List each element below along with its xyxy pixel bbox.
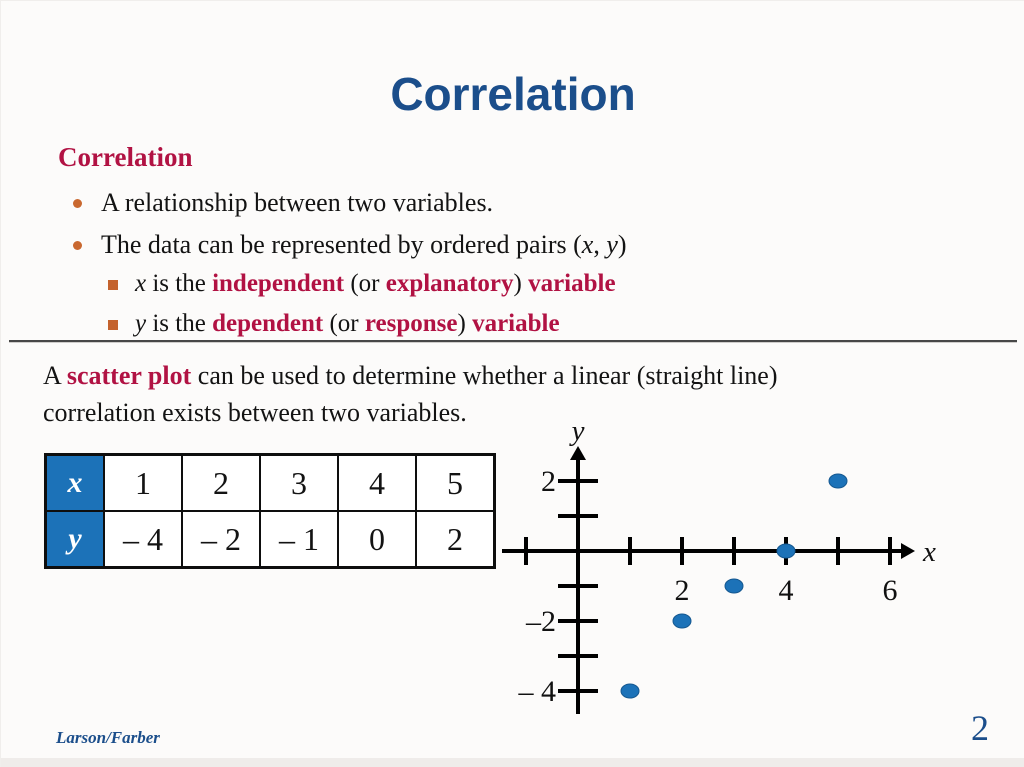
row-header-x: x — [46, 455, 105, 512]
cell: 4 — [338, 455, 416, 512]
paragraph-line — [43, 357, 778, 394]
data-point — [829, 474, 847, 488]
scatter-plot — [499, 424, 949, 724]
bullet-text: A relationship between two variables. — [101, 188, 494, 217]
cell: 5 — [416, 455, 495, 512]
paragraph-line: correlation exists between two variables. — [43, 398, 467, 427]
bullet-item — [73, 230, 627, 260]
data-point — [777, 544, 795, 558]
text-segment: ) — [617, 230, 627, 259]
data-point — [673, 614, 691, 628]
text-segment: A — [43, 361, 67, 390]
sub-bullet-item — [108, 310, 560, 338]
table-row-y — [46, 511, 495, 568]
cell: – 4 — [104, 511, 182, 568]
text-segment: can be used to determine whether a linear (straight line) — [191, 361, 778, 390]
italic-x: x — [135, 270, 147, 297]
horizontal-divider — [9, 340, 1017, 343]
cell: 1 — [104, 455, 182, 512]
section-heading: Correlation — [58, 142, 193, 172]
italic-y: y — [135, 310, 147, 337]
cell: 2 — [182, 455, 260, 512]
bullet-text — [101, 230, 627, 260]
italic-y: y — [606, 230, 618, 259]
row-header-y: y — [46, 511, 105, 568]
text-segment: is the — [146, 270, 213, 297]
xy-data-table — [44, 453, 496, 569]
cell: – 2 — [182, 511, 260, 568]
y-tick-label: – 4 — [518, 675, 556, 708]
cell: 0 — [338, 511, 416, 568]
term-dependent: dependent — [212, 310, 324, 337]
slide-title: Correlation — [390, 68, 636, 120]
term-scatter-plot: scatter plot — [66, 361, 192, 390]
term-response: response — [364, 310, 458, 337]
cell: 3 — [260, 455, 338, 512]
y-tick-label: –2 — [526, 605, 556, 638]
term-explanatory: explanatory — [385, 270, 514, 297]
bullet-item — [73, 188, 493, 218]
term-variable: variable — [528, 270, 616, 297]
term-variable: variable — [472, 310, 560, 337]
text-segment: (or — [344, 270, 386, 297]
scatter-paragraph — [43, 357, 778, 431]
data-point — [725, 579, 743, 593]
sub-bullet-text — [135, 310, 560, 338]
scatter-plot-svg — [499, 424, 949, 724]
data-point — [621, 684, 639, 698]
text-segment: (or — [323, 310, 365, 337]
x-tick-label: 2 — [674, 574, 690, 607]
y-tick-label: 2 — [541, 465, 556, 498]
table-row-x — [46, 455, 495, 512]
y-axis-arrow-icon — [570, 446, 586, 460]
x-axis-label: x — [923, 536, 936, 568]
text-segment: is the — [146, 310, 213, 337]
text-segment: ) — [513, 270, 529, 297]
text-segment: The data can be represented by ordered pairs ( — [101, 230, 582, 259]
x-tick-label: 4 — [778, 574, 794, 607]
square-bullet-icon — [108, 280, 118, 290]
y-axis-label: y — [571, 424, 585, 447]
round-bullet-icon — [73, 241, 82, 250]
term-independent: independent — [212, 270, 345, 297]
round-bullet-icon — [73, 199, 82, 208]
sub-bullet-text — [135, 270, 616, 298]
text-segment: , — [593, 230, 607, 259]
italic-x: x — [581, 230, 594, 259]
cell: – 1 — [260, 511, 338, 568]
x-tick-label: 6 — [882, 574, 898, 607]
text-segment: ) — [457, 310, 473, 337]
x-axis-arrow-icon — [901, 543, 915, 559]
footer-credit: Larson/Farber — [56, 728, 160, 747]
cell: 2 — [416, 511, 495, 568]
square-bullet-icon — [108, 320, 118, 330]
page-bottom-edge — [1, 758, 1024, 767]
page-number: 2 — [971, 708, 989, 748]
sub-bullet-item — [108, 270, 616, 298]
